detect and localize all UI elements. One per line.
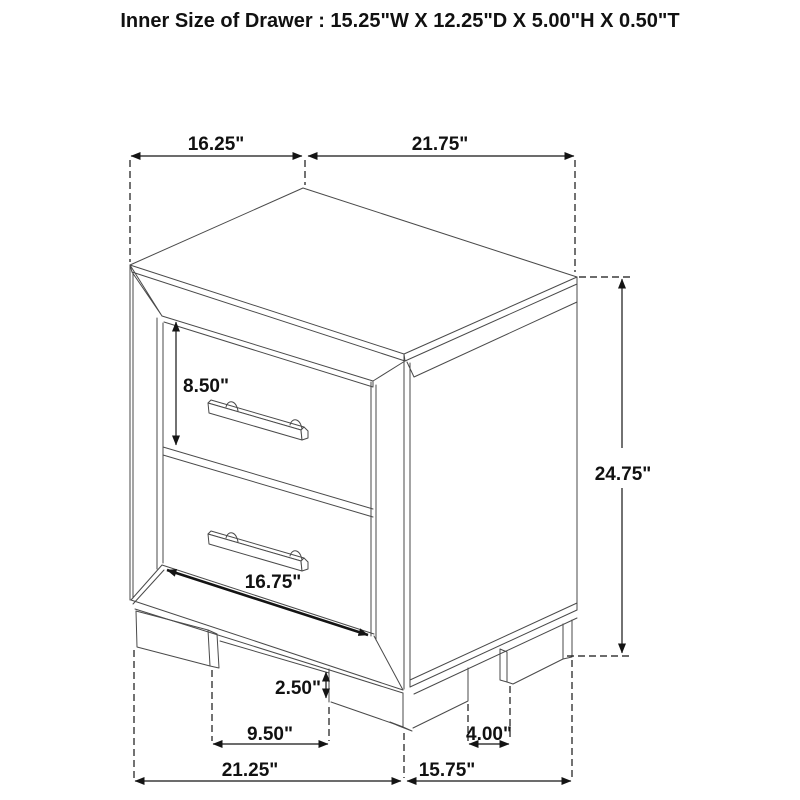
front-frame bbox=[130, 265, 410, 690]
side-panel bbox=[410, 284, 577, 687]
dim-label-overall-height: 24.75" bbox=[594, 464, 652, 485]
dim-label-top-depth: 16.25" bbox=[187, 134, 245, 155]
apron-bevel bbox=[130, 265, 577, 387]
dim-base-side-depth bbox=[407, 760, 571, 781]
dim-label-drawer-height: 8.50" bbox=[183, 376, 229, 397]
top-drawer-handle bbox=[208, 400, 308, 440]
dim-label-base-front-width: 21.25" bbox=[221, 760, 279, 781]
diagram-title: Inner Size of Drawer : 15.25"W X 12.25"D X 5.00"H X 0.50"T bbox=[120, 10, 680, 32]
dim-drawer-height bbox=[176, 322, 229, 445]
bottom-drawer-handle bbox=[208, 531, 308, 571]
dim-base-height bbox=[275, 672, 326, 699]
dimension-annotations bbox=[130, 134, 651, 781]
dim-label-side-leg-width: 4.00" bbox=[466, 724, 512, 745]
dim-label-base-side-depth: 15.75" bbox=[418, 760, 476, 781]
tabletop bbox=[130, 188, 577, 361]
nightstand-drawing bbox=[130, 188, 577, 731]
dim-side-leg-width bbox=[466, 724, 512, 745]
dim-front-leg-gap bbox=[213, 724, 328, 745]
dim-base-front-width bbox=[135, 760, 401, 781]
dim-overall-height bbox=[595, 279, 652, 653]
base-plinth bbox=[135, 609, 577, 731]
drawer-divider bbox=[163, 447, 373, 517]
dim-top-depth bbox=[131, 134, 302, 156]
extension-lines bbox=[130, 160, 633, 778]
dim-drawer-width bbox=[167, 570, 368, 635]
dim-top-width bbox=[308, 134, 574, 156]
dim-label-top-width: 21.75" bbox=[411, 134, 469, 155]
dim-label-front-leg-gap: 9.50" bbox=[247, 724, 293, 745]
dim-label-base-height: 2.50" bbox=[275, 678, 321, 699]
dim-label-drawer-width: 16.75" bbox=[244, 572, 302, 593]
